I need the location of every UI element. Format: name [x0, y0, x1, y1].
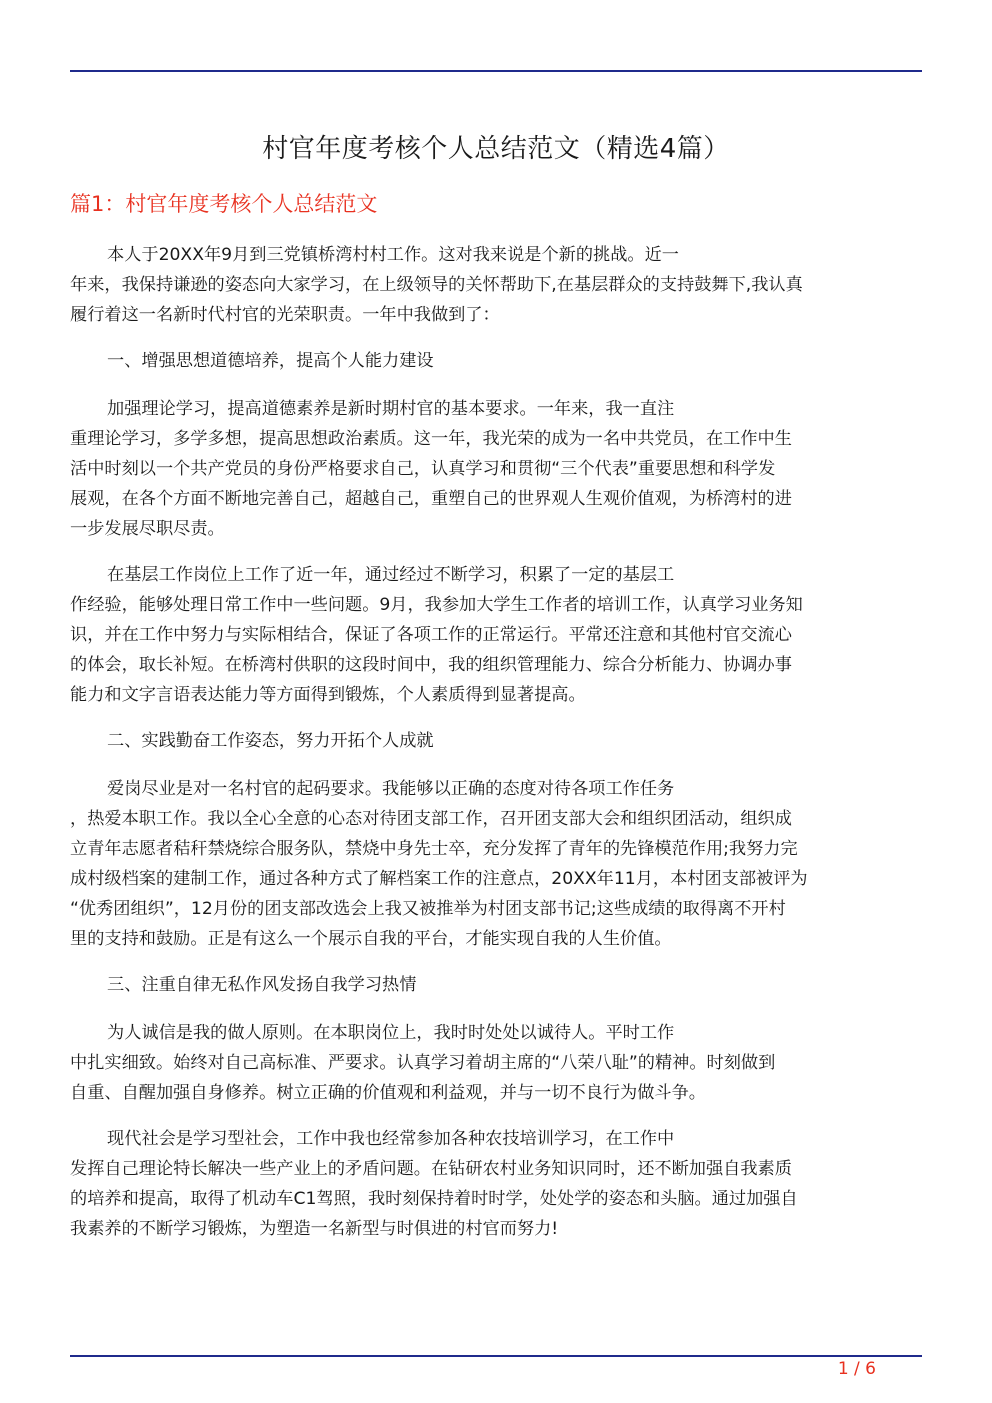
body-paragraph	[70, 394, 922, 544]
paragraph-line: 重理论学习，多学多想，提高思想政治素质。这一年，我光荣的成为一名中共党员，在工作中生	[70, 429, 792, 449]
subsection-heading: 三、注重自律无私作风发扬自我学习热情	[107, 975, 417, 995]
document-title: 村官年度考核个人总结范文（精选4篇）	[262, 134, 730, 164]
paragraph-line: 作经验，能够处理日常工作中一些问题。9月，我参加大学生工作者的培训工作，认真学习业务知	[70, 595, 803, 615]
paragraph-line: 展观，在各个方面不断地完善自己，超越自己，重塑自己的世界观人生观价值观，为桥湾村的进	[70, 489, 792, 509]
footer-rule	[70, 1355, 922, 1357]
paragraph-line: 活中时刻以一个共产党员的身份严格要求自己，认真学习和贯彻“三个代表”重要思想和科学发	[70, 459, 776, 479]
paragraph-line: 爱岗尽业是对一名村官的起码要求。我能够以正确的态度对待各项工作任务	[107, 779, 675, 799]
paragraph-line: 识，并在工作中努力与实际相结合，保证了各项工作的正常运行。平常还注意和其他村官交流心	[70, 625, 792, 645]
paragraph-line: 立青年志愿者秸秆禁烧综合服务队，禁烧中身先士卒，充分发挥了青年的先锋模范作用;我努力完	[70, 839, 798, 859]
paragraph-line: 一步发展尽职尽责。	[70, 519, 225, 539]
body-paragraph	[70, 240, 922, 330]
paragraph-line: 里的支持和鼓励。正是有这么一个展示自我的平台，才能实现自我的人生价值。	[70, 929, 672, 949]
section-title: 篇1：村官年度考核个人总结范文	[70, 192, 378, 216]
paragraph-line: 自重、自醒加强自身修养。树立正确的价值观和利益观，并与一切不良行为做斗争。	[70, 1083, 706, 1103]
document-body	[70, 240, 922, 1260]
paragraph-line: 本人于20XX年9月到三党镇桥湾村村工作。这对我来说是个新的挑战。近一	[107, 245, 679, 265]
paragraph-line: 为人诚信是我的做人原则。在本职岗位上，我时时处处以诚待人。平时工作	[107, 1023, 675, 1043]
body-paragraph	[70, 1124, 922, 1244]
body-paragraph	[70, 560, 922, 710]
subsection-heading: 一、增强思想道德培养，提高个人能力建设	[107, 351, 434, 371]
page-number: 1 / 6	[837, 1359, 876, 1379]
subsection-heading: 二、实践勤奋工作姿态，努力开拓个人成就	[107, 731, 434, 751]
paragraph-line: 履行着这一名新时代村官的光荣职责。一年中我做到了：	[70, 305, 500, 325]
paragraph-line: ，热爱本职工作。我以全心全意的心态对待团支部工作，召开团支部大会和组织团活动，组织成	[70, 809, 792, 829]
paragraph-line: 年来，我保持谦逊的姿态向大家学习，在上级领导的关怀帮助下,在基层群众的支持鼓舞下,我认真	[70, 275, 803, 295]
body-paragraph	[70, 774, 922, 954]
paragraph-line: 发挥自己理论特长解决一些产业上的矛盾问题。在钻研农村业务知识同时，还不断加强自我素质	[70, 1159, 792, 1179]
paragraph-line: 能力和文字言语表达能力等方面得到锻炼，个人素质得到显著提高。	[70, 685, 586, 705]
paragraph-line: 现代社会是学习型社会，工作中我也经常参加各种农技培训学习，在工作中	[107, 1129, 675, 1149]
paragraph-line: 的培养和提高，取得了机动车C1驾照，我时刻保持着时时学，处处学的姿态和头脑。通过加强自	[70, 1189, 798, 1209]
paragraph-line: 在基层工作岗位上工作了近一年，通过经过不断学习，积累了一定的基层工	[107, 565, 675, 585]
body-paragraph	[70, 1018, 922, 1108]
paragraph-line: 成村级档案的建制工作，通过各种方式了解档案工作的注意点，20XX年11月，本村团支部被评为	[70, 869, 808, 889]
paragraph-line: “优秀团组织”，12月份的团支部改选会上我又被推举为村团支部书记;这些成绩的取得离不开村	[70, 899, 786, 919]
header-rule	[70, 70, 922, 72]
paragraph-line: 加强理论学习，提高道德素养是新时期村官的基本要求。一年来，我一直注	[107, 399, 675, 419]
paragraph-line: 的体会，取长补短。在桥湾村供职的这段时间中，我的组织管理能力、综合分析能力、协调办事	[70, 655, 792, 675]
paragraph-line: 我素养的不断学习锻炼，为塑造一名新型与时俱进的村官而努力!	[70, 1219, 559, 1239]
paragraph-line: 中扎实细致。始终对自己高标准、严要求。认真学习着胡主席的“八荣八耻”的精神。时刻做到	[70, 1053, 776, 1073]
